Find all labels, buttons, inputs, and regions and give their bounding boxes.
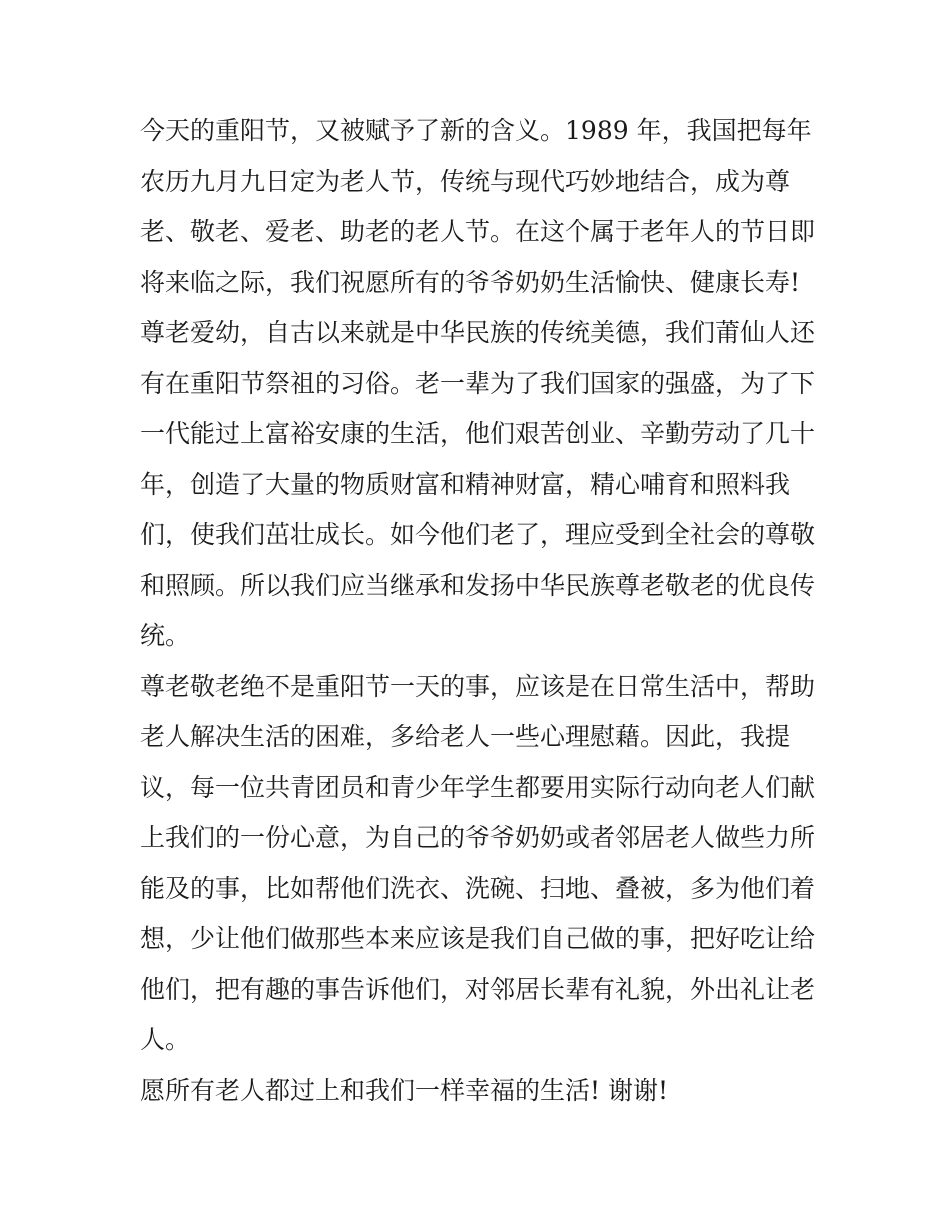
text-line: 今天的重阳节，又被赋予了新的含义。1989 年，我国把每年 — [140, 116, 812, 145]
text-line: 农历九月九日定为老人节，传统与现代巧妙地结合，成为尊 — [140, 166, 791, 196]
text-line: 尊老敬老绝不是重阳节一天的事，应该是在日常生活中，帮助 — [140, 671, 816, 701]
text-line: 愿所有老人都过上和我们一样幸福的生活! 谢谢! — [140, 1075, 669, 1105]
text-line: 和照顾。所以我们应当继承和发扬中华民族尊老敬老的优良传 — [140, 570, 816, 600]
text-line: 他们，把有趣的事告诉他们，对邻居长辈有礼貌，外出礼让老 — [140, 974, 816, 1004]
text-line: 老人解决生活的困难，多给老人一些心理慰藉。因此，我提 — [140, 722, 791, 751]
text-line: 老、敬老、爱老、助老的老人节。在这个属于老年人的节日即 — [140, 217, 816, 246]
text-line: 想，少让他们做那些本来应该是我们自己做的事，把好吃让给 — [140, 924, 816, 953]
text-line: 年，创造了大量的物质财富和精神财富，精心哺育和照料我 — [140, 469, 791, 499]
text-line: 人。 — [140, 1025, 191, 1054]
text-line: 议，每一位共青团员和青少年学生都要用实际行动向老人们献 — [140, 772, 816, 802]
text-line: 们，使我们茁壮成长。如今他们老了，理应受到全社会的尊敬 — [140, 520, 816, 549]
text-line: 上我们的一份心意，为自己的爷爷奶奶或者邻居老人做些力所 — [140, 823, 816, 852]
text-line: 尊老爱幼，自古以来就是中华民族的传统美德，我们莆仙人还 — [140, 318, 816, 347]
text-line: 有在重阳节祭祖的习俗。老一辈为了我们国家的强盛，为了下 — [140, 368, 816, 398]
text-line: 能及的事，比如帮他们洗衣、洗碗、扫地、叠被，多为他们着 — [140, 873, 816, 903]
text-line: 一代能过上富裕安康的生活，他们艰苦创业、辛勤劳动了几十 — [140, 419, 816, 448]
text-line: 统。 — [140, 621, 191, 650]
text-line: 将来临之际，我们祝愿所有的爷爷奶奶生活愉快、健康长寿! — [140, 267, 801, 297]
document-body — [140, 106, 820, 1116]
